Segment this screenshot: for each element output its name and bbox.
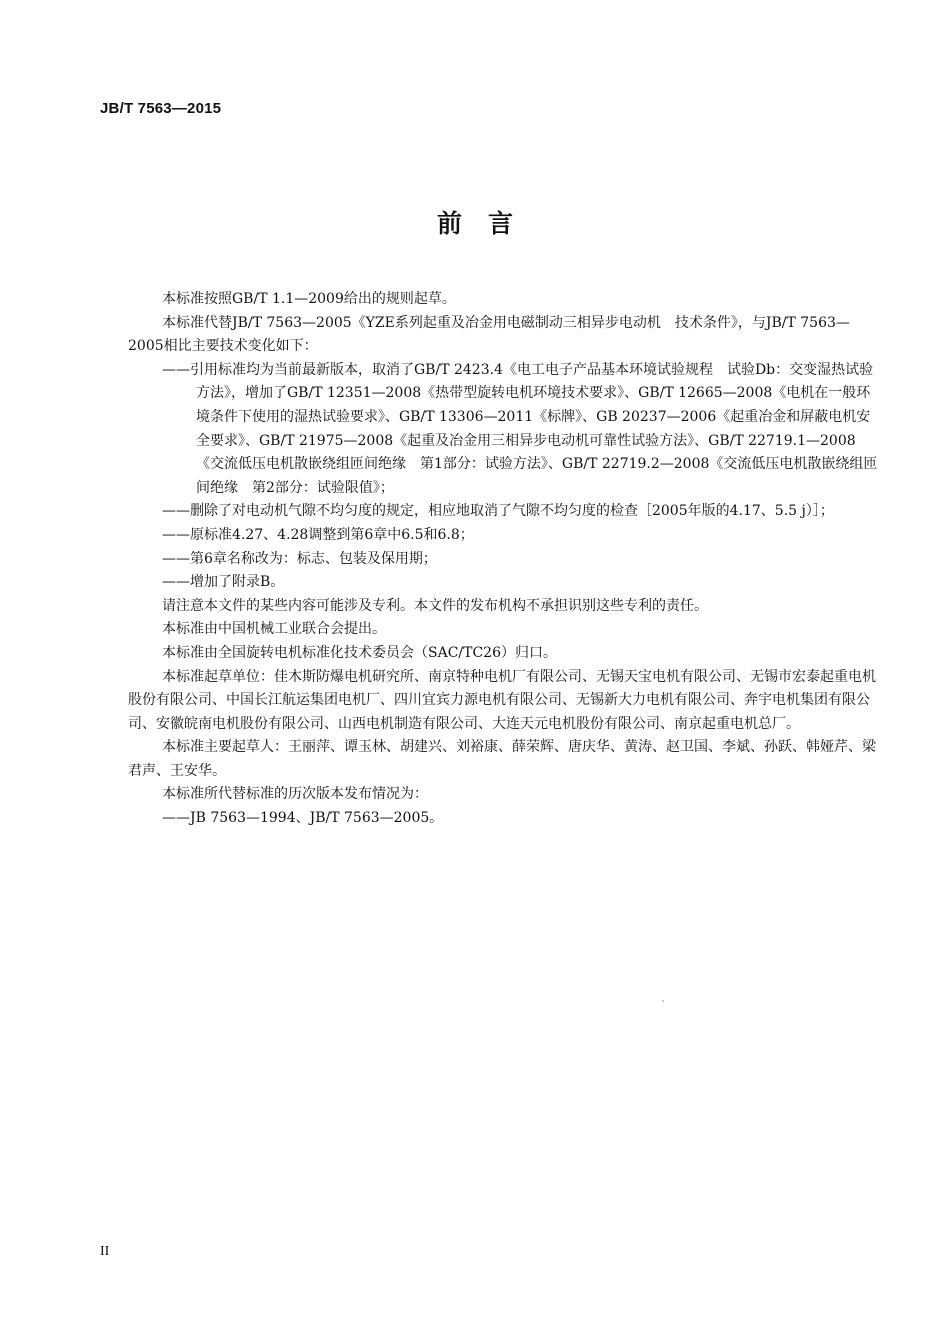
paragraph-technical-committee: 本标准由全国旋转电机标准化技术委员会（SAC/TC26）归口。 [162,644,557,661]
paragraph-history-intro: 本标准所代替标准的历次版本发布情况为： [162,786,428,803]
page-title: 前言 [436,209,539,238]
paragraph-drafters: 本标准主要起草人：王丽萍、谭玉林、胡建兴、刘裕康、薛荣辉、唐庆华、黄涛、赵卫国、李斌、孙跃、韩娅芹、梁君声、王安华。 [128,739,876,779]
history-item-versions: ——JB 7563—1994、JB/T 7563—2005。 [162,810,444,827]
paragraph-drafting-units: 本标准起草单位：佳木斯防爆电机研究所、南京特种电机厂有限公司、无锡天宝电机有限公司、无锡市宏泰起重电机股份有限公司、中国长江航运集团电机厂、四川宜宾力源电机有限公司、无锡新大力电机有限公司、奔宇电机集团有限公司、安徽皖南电机股份有限公司、山西电机制造有限公司、大连天元电机股份有限公司、南京起重电机总厂。 [128,668,876,732]
change-item-air-gap: ——删除了对电动机气隙不均匀度的规定，相应地取消了气隙不均匀度的检查［2005年版的4.17、5.5 j）］； [162,503,834,520]
change-item-annex-b: ——增加了附录B。 [162,574,285,591]
change-item-references: ——引用标准均为当前最新版本，取消了GB/T 2423.4《电工电子产品基本环境试验规程 试验Db：交变湿热试验方法》，增加了GB/T 12351—2008《热带型旋转电机环境技术要求》、GB/T 12665—2008《电机在一般环境条件下使用的湿热试验要求》、GB/T 13306—2011《标牌》、GB 20237—2006《起重冶金和屏蔽电机安全要求》、GB/T 21975—2008《起重及冶金用三相异步电动机可靠性试验方法》、GB/T 22719.1—2008《交流低压电机散嵌绕组匝间绝缘 第1部分：试验方法》、GB/T 22719.2—2008《交流低压电机散嵌绕组匝间绝缘 第2部分：试验限值》； [162,361,878,496]
standard-code: JB/T 7563—2015 [100,100,222,117]
scan-speck [662,1000,664,1002]
change-item-chapter-6: ——第6章名称改为：标志、包装及保用期； [162,550,437,567]
change-item-clause-move: ——原标准4.27、4.28调整到第6章中6.5和6.8； [162,526,474,543]
paragraph-patent-notice: 请注意本文件的某些内容可能涉及专利。本文件的发布机构不承担识别这些专利的责任。 [162,597,708,614]
paragraph-drafting-rules: 本标准按照GB/T 1.1—2009给出的规则起草。 [162,291,456,307]
paragraph-proposer: 本标准由中国机械工业联合会提出。 [162,621,386,638]
page-number: II [100,1244,110,1259]
preface-body [128,288,878,831]
paragraph-replacement: 本标准代替JB/T 7563—2005《YZE系列起重及冶金用电磁制动三相异步电动机 技术条件》，与JB/T 7563—2005相比主要技术变化如下： [128,314,850,355]
